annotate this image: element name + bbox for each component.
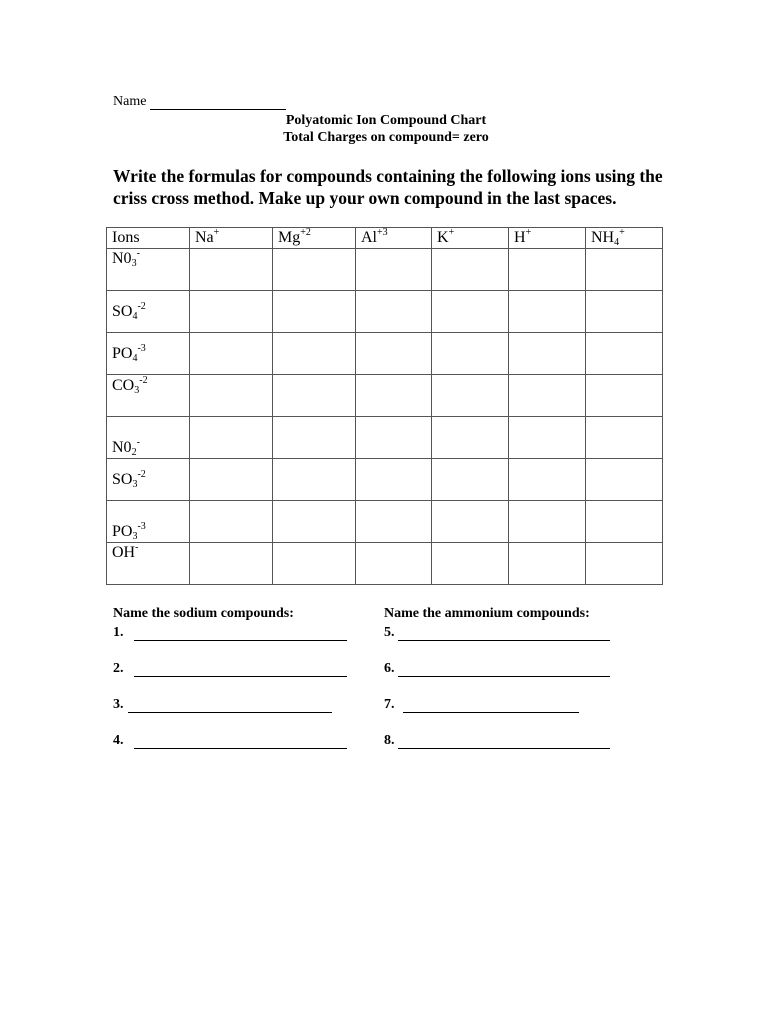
anion-sub: 3	[132, 479, 138, 490]
item-number: 5.	[384, 625, 395, 640]
ammonium-answer-6	[384, 661, 610, 677]
name-label: Name	[113, 94, 147, 109]
answer-cell[interactable]	[356, 249, 432, 291]
anion-charge: -	[136, 437, 140, 448]
answer-cell[interactable]	[586, 291, 663, 333]
answer-cell[interactable]	[190, 543, 273, 585]
answer-cell[interactable]	[190, 417, 273, 459]
anion-symbol: PO	[112, 523, 133, 540]
answer-cell[interactable]	[190, 333, 273, 375]
answer-cell[interactable]	[509, 417, 586, 459]
answer-cell[interactable]	[273, 459, 356, 501]
anion-cell	[107, 249, 190, 291]
answer-cell[interactable]	[509, 333, 586, 375]
cation-charge: +	[525, 227, 532, 238]
cation-symbol: Al	[361, 229, 377, 246]
answer-cell[interactable]	[273, 375, 356, 417]
anion-cell	[107, 459, 190, 501]
answer-cell[interactable]	[509, 249, 586, 291]
sodium-answer-2	[113, 661, 347, 677]
answer-cell[interactable]	[432, 249, 509, 291]
name-field	[113, 94, 286, 110]
answer-cell[interactable]	[356, 333, 432, 375]
anion-cell	[107, 291, 190, 333]
worksheet-title: Polyatomic Ion Compound Chart	[285, 113, 487, 128]
cation-header	[586, 228, 663, 249]
anion-symbol: CO	[112, 377, 135, 394]
item-number: 2.	[113, 661, 124, 676]
anion-symbol: N0	[112, 250, 132, 267]
item-number: 7.	[384, 697, 395, 712]
anion-charge: -2	[137, 469, 146, 480]
answer-cell[interactable]	[509, 291, 586, 333]
answer-cell[interactable]	[273, 291, 356, 333]
anion-charge: -2	[137, 301, 146, 312]
answer-blank[interactable]	[134, 628, 347, 641]
answer-cell[interactable]	[356, 417, 432, 459]
answer-cell[interactable]	[586, 501, 663, 543]
answer-cell[interactable]	[273, 249, 356, 291]
corner-label: Ions	[112, 229, 140, 246]
cation-charge: +	[619, 227, 625, 238]
answer-cell[interactable]	[273, 417, 356, 459]
cation-header	[190, 228, 273, 249]
item-number: 3.	[113, 697, 124, 712]
anion-sub: 4	[132, 353, 138, 364]
cation-sub: 4	[614, 237, 620, 248]
cation-header	[356, 228, 432, 249]
item-number: 6.	[384, 661, 395, 676]
anion-cell	[107, 501, 190, 543]
anion-symbol: PO	[112, 345, 133, 362]
name-blank[interactable]	[150, 96, 286, 110]
answer-blank[interactable]	[128, 700, 332, 713]
cation-charge: +2	[300, 227, 311, 238]
answer-cell[interactable]	[356, 501, 432, 543]
answer-cell[interactable]	[432, 543, 509, 585]
anion-sub: 2	[131, 447, 137, 458]
ion-compound-table	[106, 227, 663, 585]
anion-symbol: SO	[112, 303, 133, 320]
anion-cell	[107, 375, 190, 417]
cation-header	[509, 228, 586, 249]
sodium-heading: Name the sodium compounds:	[113, 606, 294, 621]
answer-cell[interactable]	[586, 249, 663, 291]
anion-charge: -3	[137, 343, 146, 354]
sodium-answer-4	[113, 733, 347, 749]
anion-sub: 3	[134, 385, 140, 396]
answer-cell[interactable]	[586, 375, 663, 417]
answer-cell[interactable]	[432, 375, 509, 417]
answer-cell[interactable]	[432, 501, 509, 543]
answer-blank[interactable]	[398, 628, 610, 641]
answer-blank[interactable]	[398, 664, 610, 677]
answer-blank[interactable]	[134, 736, 347, 749]
answer-cell[interactable]	[190, 249, 273, 291]
answer-cell[interactable]	[432, 291, 509, 333]
answer-cell[interactable]	[509, 501, 586, 543]
cation-symbol: K	[437, 229, 449, 246]
instructions: Write the formulas for compounds containing the following ions using the criss cross method. Make up your own compound in the last spaces.	[113, 166, 663, 208]
answer-cell[interactable]	[356, 543, 432, 585]
worksheet-subtitle: Total Charges on compound= zero	[283, 130, 489, 145]
answer-cell[interactable]	[356, 459, 432, 501]
answer-cell[interactable]	[432, 333, 509, 375]
anion-symbol: OH	[112, 544, 136, 561]
cation-symbol: NH	[591, 229, 615, 246]
item-number: 4.	[113, 733, 124, 748]
answer-cell[interactable]	[586, 417, 663, 459]
anion-sub: 4	[132, 311, 138, 322]
anion-charge: -	[135, 542, 139, 553]
ammonium-answer-5	[384, 625, 610, 641]
answer-cell[interactable]	[190, 375, 273, 417]
answer-blank[interactable]	[403, 700, 579, 713]
sodium-answer-3	[113, 697, 332, 713]
answer-cell[interactable]	[273, 501, 356, 543]
ammonium-answer-7	[384, 697, 579, 713]
answer-cell[interactable]	[190, 501, 273, 543]
answer-cell[interactable]	[273, 333, 356, 375]
answer-cell[interactable]	[190, 459, 273, 501]
anion-sub: 3	[131, 258, 137, 269]
anion-symbol: SO	[112, 471, 133, 488]
cation-charge: +3	[377, 227, 388, 238]
answer-blank[interactable]	[134, 664, 347, 677]
answer-cell[interactable]	[509, 543, 586, 585]
answer-cell[interactable]	[509, 375, 586, 417]
sodium-answer-1	[113, 625, 347, 641]
anion-sub: 3	[132, 531, 138, 542]
answer-cell[interactable]	[356, 375, 432, 417]
cation-symbol: H	[514, 229, 526, 246]
anion-charge: -3	[137, 521, 146, 532]
answer-cell[interactable]	[586, 543, 663, 585]
answer-cell[interactable]	[190, 291, 273, 333]
anion-charge: -2	[139, 375, 148, 386]
answer-cell[interactable]	[586, 333, 663, 375]
answer-cell[interactable]	[356, 291, 432, 333]
answer-cell[interactable]	[432, 417, 509, 459]
anion-charge: -	[136, 248, 140, 259]
answer-cell[interactable]	[509, 459, 586, 501]
item-number: 8.	[384, 733, 395, 748]
cation-header	[273, 228, 356, 249]
ammonium-answer-8	[384, 733, 610, 749]
cation-symbol: Na	[195, 229, 214, 246]
answer-cell[interactable]	[273, 543, 356, 585]
corner-cell	[107, 228, 190, 249]
answer-cell[interactable]	[586, 459, 663, 501]
item-number: 1.	[113, 625, 124, 640]
answer-cell[interactable]	[432, 459, 509, 501]
cation-header	[432, 228, 509, 249]
cation-charge: +	[448, 227, 455, 238]
answer-blank[interactable]	[398, 736, 610, 749]
anion-cell	[107, 417, 190, 459]
ammonium-heading: Name the ammonium compounds:	[384, 606, 590, 621]
cation-charge: +	[213, 227, 220, 238]
anion-cell	[107, 333, 190, 375]
anion-cell	[107, 543, 190, 585]
anion-symbol: N0	[112, 439, 132, 456]
cation-symbol: Mg	[278, 229, 301, 246]
